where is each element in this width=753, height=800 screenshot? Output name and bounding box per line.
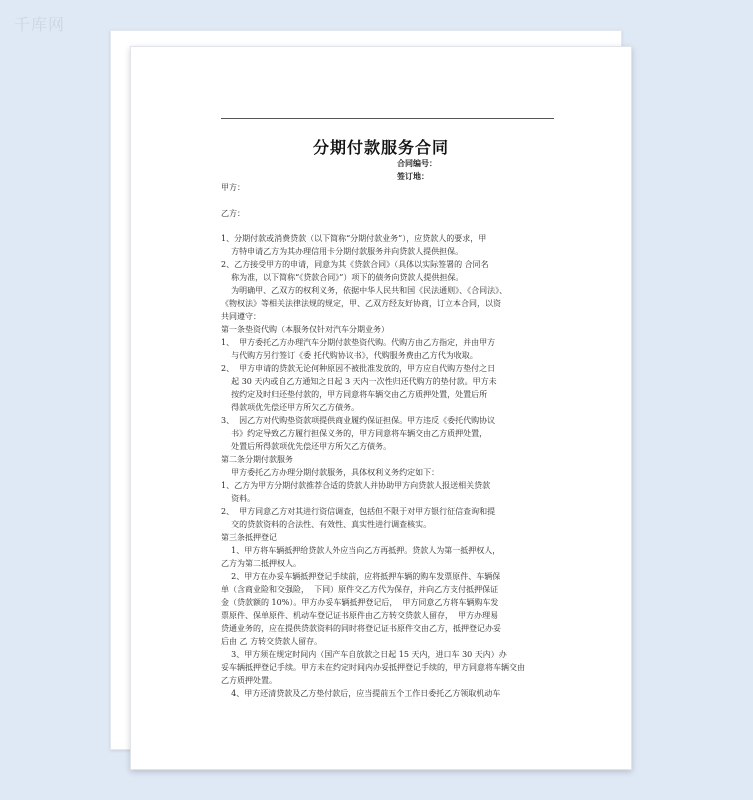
paragraph: 2、乙方接受甲方的申请，同意为其《贷款合同》（具体以实际签署的 合同名 称为准，以下简称“《贷款合同》”）项下的债务向贷款人提供担保。	[221, 260, 489, 282]
document-title: 分期付款服务合同	[312, 138, 449, 157]
header-rule	[221, 118, 554, 119]
paragraph: 1、甲方将车辆抵押给贷款人外应当向乙方再抵押。贷款人为第一抵押权人， 乙方为第二抵押权人。	[221, 546, 501, 568]
paragraph: 3、甲方须在规定时间内（国产车自放款之日起 15 天内，进口车 30 天内）办 妥车辆抵押登记手续。甲方未在约定时间内办妥抵押登记手续的，甲方同意将车辆交由 乙方质押处置。	[221, 650, 525, 685]
paragraph: 3、 因乙方对代购垫资款项提供商业履约保证担保。甲方违反《委托代购协议 书》约定导致乙方履行担保义务的，甲方同意将车辆交由乙方质押处置， 处置后所得款项优先偿还甲方所欠乙方债务。	[221, 416, 496, 451]
party-b-label: 乙方：	[221, 209, 245, 218]
paragraph: 4、甲方还清贷款及乙方垫付款后，应当提前五个工作日委托乙方领取机动车	[221, 689, 501, 698]
paragraph: 1、乙方为甲方分期付款推荐合适的贷款人并协助甲方向贷款人报送相关贷款 资料。	[221, 481, 491, 503]
paragraph: 2、甲方在办妥车辆抵押登记手续前，应将抵押车辆的购车发票原件、车辆保 单（含商业险和交强险， 下同）原件交乙方代为保存，并向乙方支付抵押保证 金（贷款额的 10%）。甲方办妥车辆抵押登记后， 甲方同意乙方将车辆购车发 票原件、保单原件、机动车登记证书原件由乙方转交贷款人留存， 甲方办理易 贷通业务的，应在提供贷款资料的同时将登记证书原件交由乙方，抵押登记办妥 后由 乙 方转交贷款人留存。	[221, 572, 501, 646]
section-heading: 第一条垫资代购（本服务仅针对汽车分期业务）	[221, 325, 389, 334]
section-heading: 第三条抵押登记	[221, 533, 277, 542]
paragraph: 甲方委托乙方办理分期付款服务，具体权利义务约定如下：	[221, 468, 440, 477]
section-heading: 第二条分期付款服务	[221, 455, 293, 464]
party-a-label: 甲方：	[221, 183, 245, 192]
paragraph: 为明确甲、乙双方的权利义务，依据中华人民共和国《民法通则》、《合同法》、 《物权法》等相关法律法规的规定，甲、乙双方经友好协商，订立本合同，以资 共同遵守：	[221, 286, 508, 321]
document-page	[130, 46, 632, 770]
sign-place-label: 签订地：	[397, 171, 429, 181]
paragraph: 2、 甲方同意乙方对其进行资信调查，包括但不限于对甲方银行征信查询和提 交的贷款资料的合法性、有效性、真实性进行调查核实。	[221, 507, 496, 529]
document-body	[131, 181, 631, 766]
contract-number-label: 合同编号：	[397, 158, 437, 168]
paragraph: 1、 甲方委托乙方办理汽车分期付款垫资代购。代购方由乙方指定，并由甲方 与代购方另行签订《委 托代购协议书》，代购服务费由乙方代为收取。	[221, 338, 496, 360]
paragraph: 1、分期付款或消费贷款（以下简称“分期付款业务”），应贷款人的要求，甲 方特申请乙方为其办理信用卡分期付款服务并向贷款人提供担保。	[221, 234, 487, 256]
paragraph: 2、 甲方申请的贷款无论何种原因不被批准发放的，甲方应自代购方垫付之日 起 30 天内或自乙方通知之日起 3 天内一次性归还代购方的垫付款。甲方未 按约定及时归还垫付款的，甲方同意将车辆交由乙方质押处置，处置后所 得款项优先偿还甲方所欠乙方债务。	[221, 364, 497, 412]
watermark: 千库网	[14, 15, 66, 34]
